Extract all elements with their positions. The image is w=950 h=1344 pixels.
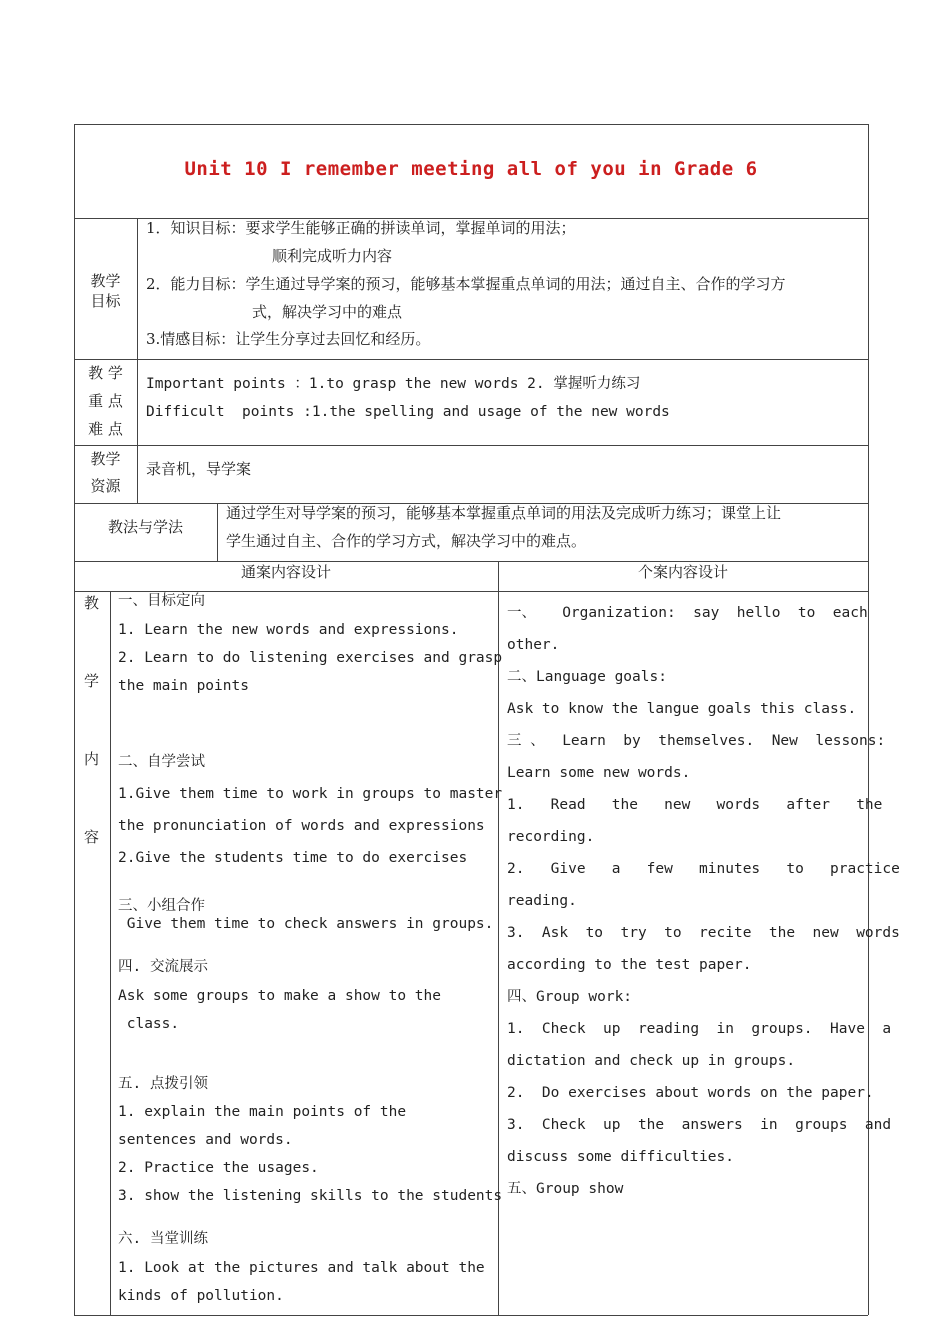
- row-divider: [74, 445, 868, 446]
- objective-line: 式，解决学习中的难点: [252, 303, 403, 321]
- left-line: class.: [118, 1016, 180, 1032]
- methods-line: 通过学生对导学案的预习，能够基本掌握重点单词的用法及完成听力练习；课堂上让: [226, 504, 782, 522]
- side-label-char: 内: [84, 750, 100, 768]
- side-label-char: 学: [84, 672, 100, 690]
- right-line: Ask to know the langue goals this class.: [507, 701, 857, 717]
- left-line: 一、目标定向: [118, 593, 205, 609]
- right-line: 三 、 Learn by themselves. New lessons:: [507, 733, 886, 749]
- right-line: according to the test paper.: [507, 957, 752, 973]
- right-line: 1. Check up reading in groups. Have a: [507, 1021, 892, 1037]
- side-label-divider: [110, 591, 111, 1315]
- right-line: 1. Read the new words after the: [507, 797, 883, 813]
- left-line: Give them time to check answers in groups.: [118, 916, 494, 932]
- objectives-label-line: 教学: [90, 272, 121, 290]
- right-line: 二、Language goals:: [507, 669, 667, 685]
- left-line: 三、小组合作: [118, 898, 205, 914]
- left-line: sentences and words.: [118, 1132, 293, 1148]
- right-line: 一、 Organization: say hello to each: [507, 605, 868, 621]
- left-line: 二、自学尝试: [118, 754, 205, 770]
- left-line: 六. 当堂训练: [118, 1231, 208, 1247]
- right-line: 3. Check up the answers in groups and: [507, 1117, 892, 1133]
- objectives-label: [74, 271, 137, 311]
- right-line: Learn some new words.: [507, 765, 691, 781]
- key-points-label-line: 教 学: [88, 364, 123, 382]
- objective-line: 2．能力目标：学生通过导学案的预习，能够基本掌握重点单词的用法；通过自主、合作的学习方: [146, 275, 786, 293]
- resources-label: [74, 446, 137, 500]
- left-line: 3. show the listening skills to the students: [118, 1188, 503, 1204]
- difficult-points: Difficult points :1.the spelling and usage of the new words: [146, 404, 670, 420]
- table-top-border: [74, 124, 868, 125]
- right-line: discuss some difficulties.: [507, 1149, 734, 1165]
- left-line: 1. Look at the pictures and talk about the: [118, 1260, 485, 1276]
- resources-label-line: 资源: [90, 477, 121, 495]
- left-line: 1.Give them time to work in groups to master: [118, 786, 503, 802]
- individual-design-header: 个案内容设计: [637, 563, 728, 581]
- left-line: the pronunciation of words and expressions: [118, 818, 485, 834]
- objective-line: 顺利完成听力内容: [272, 247, 393, 265]
- objectives-label-line: 目标: [90, 292, 121, 310]
- left-line: 1. Learn the new words and expressions.: [118, 622, 459, 638]
- left-line: Ask some groups to make a show to the: [118, 988, 442, 1004]
- page-title: Unit 10 I remember meeting all of you in Grade 6: [184, 158, 758, 180]
- resources-value: 录音机，导学案: [146, 460, 252, 478]
- label-column-divider: [137, 218, 138, 503]
- left-line: kinds of pollution.: [118, 1288, 284, 1304]
- left-line: the main points: [118, 678, 249, 694]
- right-line: 四、Group work:: [507, 989, 633, 1005]
- left-line: 五. 点拨引领: [118, 1076, 208, 1092]
- right-line: 2. Do exercises about words on the paper.: [507, 1085, 874, 1101]
- right-line: 3. Ask to try to recite the new words: [507, 925, 900, 941]
- resources-label-line: 教学: [90, 450, 121, 468]
- left-line: 1. explain the main points of the: [118, 1104, 407, 1120]
- right-line: recording.: [507, 829, 595, 845]
- row-divider: [74, 359, 868, 360]
- right-line: reading.: [507, 893, 577, 909]
- objective-line: 3.情感目标：让学生分享过去回忆和经历。: [146, 330, 431, 348]
- left-line: 2.Give the students time to do exercises: [118, 850, 468, 866]
- table-right-border: [868, 124, 869, 1315]
- common-design-header: 通案内容设计: [240, 563, 331, 581]
- methods-line: 学生通过自主、合作的学习方式，解决学习中的难点。: [226, 532, 587, 550]
- left-line: 2. Practice the usages.: [118, 1160, 319, 1176]
- methods-label: 教法与学法: [107, 518, 183, 536]
- side-label-char: 容: [84, 828, 100, 846]
- methods-column-divider: [217, 503, 218, 561]
- side-label-char: 教: [84, 594, 100, 612]
- objective-line: 1．知识目标：要求学生能够正确的拼读单词，掌握单词的用法；: [146, 219, 576, 237]
- key-points-label: [74, 359, 137, 443]
- key-points-label-line: 重 点: [88, 392, 123, 410]
- right-line: 五、Group show: [507, 1181, 624, 1197]
- important-points: Important points ：1.to grasp the new words 2. 掌握听力练习: [146, 376, 641, 392]
- right-line: 2. Give a few minutes to practice: [507, 861, 900, 877]
- right-line: other.: [507, 637, 560, 653]
- key-points-label-line: 难 点: [88, 420, 123, 438]
- table-bottom-border: [74, 1315, 868, 1316]
- left-line: 四. 交流展示: [118, 959, 208, 975]
- left-line: 2. Learn to do listening exercises and grasp: [118, 650, 503, 666]
- right-line: dictation and check up in groups.: [507, 1053, 796, 1069]
